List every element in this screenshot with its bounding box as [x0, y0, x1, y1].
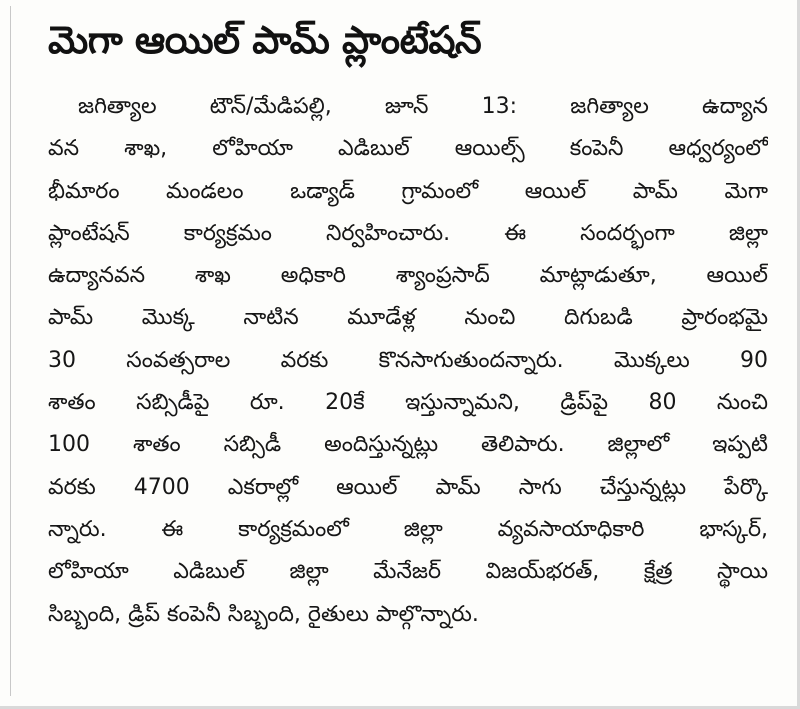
article-line: 100 శాతం సబ్సిడీ అందిస్తున్నట్లు తెలిపారు. జిల్లాలో ఇప్పటి: [48, 432, 768, 458]
article-line: పామ్ మొక్క నాటిన మూడేళ్ల నుంచి దిగుబడి ప్రారంభమై: [48, 305, 768, 331]
article-line: వన శాఖ, లోహియా ఎడిబుల్ ఆయిల్స్ కంపెనీ ఆధ్వర్యంలో: [48, 136, 768, 162]
article-line: భీమారం మండలం ఒడ్యాడ్ గ్రామంలో ఆయిల్ పామ్ మెగా: [48, 178, 768, 204]
article-body: [48, 86, 768, 636]
article-headline: మెగా ఆయిల్ పామ్ ప్లాంటేషన్: [48, 18, 482, 62]
column-rule: [10, 6, 11, 696]
article-line: ఉద్యానవన శాఖ అధికారి శ్యాంప్రసాద్ మాట్లాడుతూ, ఆయిల్: [48, 263, 768, 289]
article-line: న్నారు. ఈ కార్యక్రమంలో జిల్లా వ్యవసాయాధికారి భాస్కర్,: [48, 516, 768, 542]
article-line: ప్లాంటేషన్ కార్యక్రమం నిర్వహించారు. ఈ సందర్భంగా జిల్లా: [48, 220, 768, 246]
article-line: సిబ్బంది, డ్రిప్ కంపెనీ సిబ్బంది, రైతులు పాల్గొన్నారు.: [48, 601, 479, 627]
article-line: వరకు 4700 ఎకరాల్లో ఆయిల్ పామ్ సాగు చేస్తున్నట్లు పేర్కొ: [48, 474, 768, 500]
article-line: 30 సంవత్సరాల వరకు కొనసాగుతుందన్నారు. మొక్కలు 90: [48, 347, 768, 373]
article-line: శాతం సబ్సిడీపై రూ. 20కే ఇస్తున్నామని, డ్రిప్‌పై 80 నుంచి: [48, 390, 768, 416]
article-line: లోహియా ఎడిబుల్ జిల్లా మేనేజర్ విజయ్‌భరత్, క్షేత్ర స్థాయి: [48, 559, 768, 585]
article-line: జగిత్యాల టౌన్/మేడిపల్లి, జూన్ 13: జగిత్యాల ఉద్యాన: [78, 94, 768, 119]
